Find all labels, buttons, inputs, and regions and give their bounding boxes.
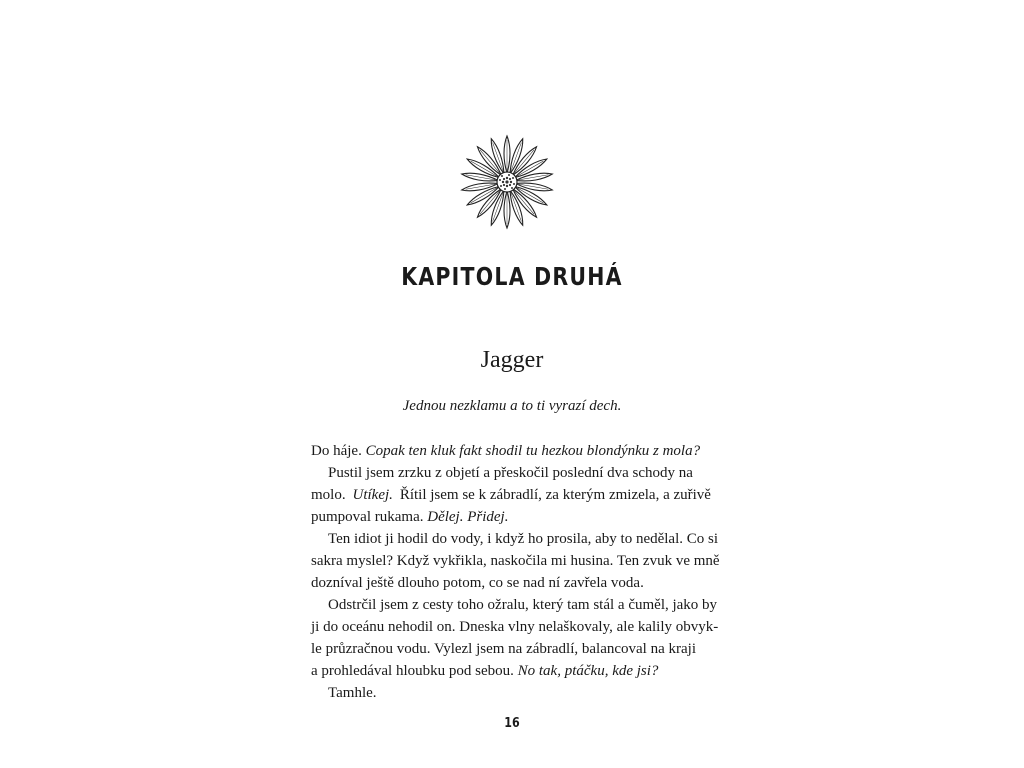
text-line — [311, 484, 711, 506]
text-span-italic: Utíkej. — [352, 487, 393, 503]
text-span: sakra myslel? Když vykřikla, naskočila mi husina. Ten zvuk ve mně — [311, 553, 720, 569]
text-line — [311, 462, 711, 484]
body-text — [311, 440, 720, 704]
text-span-italic: Copak ten kluk fakt shodil tu hezkou blondýnku z mola? — [365, 443, 701, 459]
text-span: Do háje. — [311, 443, 362, 459]
text-span-italic: No tak, ptáčku, kde jsi? — [517, 663, 659, 679]
text-line — [311, 682, 711, 704]
chapter-title: KAPITOLA DRUHÁ — [401, 262, 623, 291]
page-number: 16 — [504, 716, 520, 731]
text-line — [311, 572, 711, 594]
text-line — [311, 638, 711, 660]
text-span: Pustil jsem zrzku z objetí a přeskočil poslední dva schody na — [328, 465, 693, 481]
text-span: pumpoval rukama. — [311, 509, 424, 525]
text-span: Ten idiot ji hodil do vody, i když ho prosila, aby to nedělal. Co si — [328, 531, 719, 547]
text-span: Odstrčil jsem z cesty toho ožralu, který tam stál a čuměl, jako by — [328, 597, 718, 613]
text-line — [311, 616, 719, 638]
text-span: molo. — [311, 487, 346, 503]
text-span: ji do oceánu nehodil on. Dneska vlny nelaškovaly, ale kalily obvyk- — [311, 619, 719, 635]
text-span: a prohledával hloubku pod sebou. — [311, 663, 514, 679]
text-span: Tamhle. — [328, 685, 377, 701]
narrator-name: Jagger — [480, 347, 544, 373]
text-span: Řítil jsem se k zábradlí, za kterým zmizela, a zuřivě — [399, 487, 711, 503]
chapter-epigraph: Jednou nezklamu a to ti vyrazí dech. — [402, 398, 622, 414]
text-span-italic: Dělej. Přidej. — [427, 509, 509, 525]
text-span: dozníval ještě dlouho potom, co se nad ní zavřela voda. — [311, 575, 644, 591]
text-line — [311, 550, 720, 572]
text-line — [311, 594, 718, 616]
text-line — [311, 506, 711, 528]
text-line — [311, 660, 711, 682]
text-span: le průzračnou vodu. Vylezl jsem na zábradlí, balancoval na kraji — [311, 641, 696, 657]
text-line — [311, 528, 719, 550]
text-line — [311, 440, 711, 462]
daisy-flower-icon — [457, 132, 557, 232]
